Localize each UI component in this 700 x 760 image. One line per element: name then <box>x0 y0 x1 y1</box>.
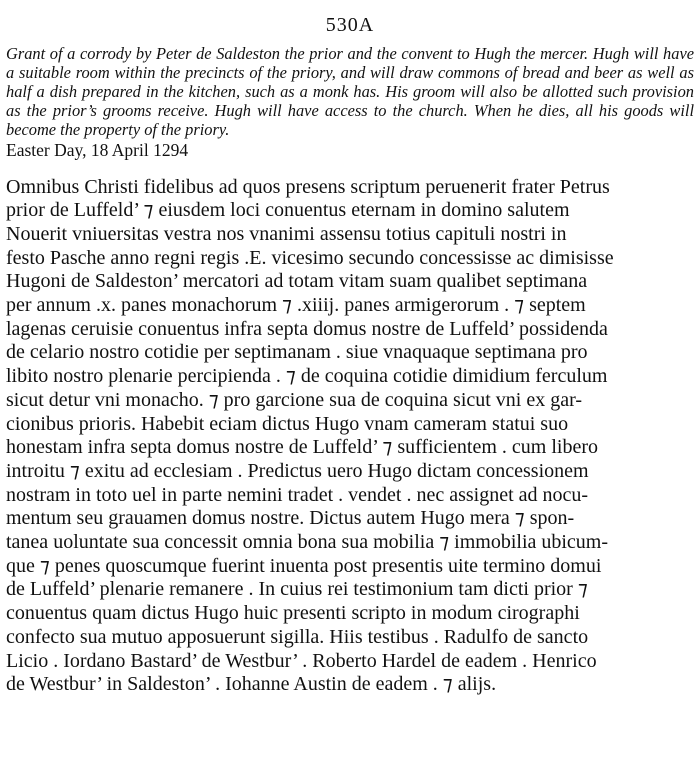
document-number: 530A <box>325 14 375 36</box>
charter-line: de Luffeld’ plenarie remanere . In cuius rei testimonium tam dicti prior ⁊ <box>6 578 588 601</box>
charter-line: lagenas ceruisie conuentus infra septa domus nostre de Luffeld’ possidenda <box>6 317 608 340</box>
charter-line: prior de Luffeld’ ⁊ eiusdem loci conuentus eternam in domino salutem <box>6 199 570 222</box>
charter-line: per annum .x. panes monachorum ⁊ .xiiij. panes armigerorum . ⁊ septem <box>6 294 586 317</box>
charter-line: introitu ⁊ exitu ad ecclesiam . Predictus uero Hugo dictam concessionem <box>6 459 589 482</box>
charter-line: sicut detur vni monacho. ⁊ pro garcione sua de coquina sicut vni ex gar- <box>6 388 583 411</box>
charter-line: Licio . Iordano Bastard’ de Westbur’ . Roberto Hardel de eadem . Henrico <box>6 649 597 672</box>
charter-line: de celario nostro cotidie per septimanam . siue vnaquaque septimana pro <box>6 341 588 364</box>
charter-line: Hugoni de Saldeston’ mercatori ad totam vitam suam qualibet septimana <box>6 270 588 293</box>
charter-line: Omnibus Christi fidelibus ad quos presens scriptum peruenerit frater Petrus <box>6 175 610 198</box>
charter-line: confecto sua mutuo apposuerunt sigilla. Hiis testibus . Radulfo de sancto <box>6 625 589 648</box>
charter-line: tanea uoluntate sua concessit omnia bona sua mobilia ⁊ immobilia ubicum- <box>6 531 609 554</box>
charter-line: festo Pasche anno regni regis .E. vicesimo secundo concessisse ac dimisisse <box>6 246 614 269</box>
charter-line: honestam infra septa domus nostre de Luffeld’ ⁊ sufficientem . cum libero <box>6 436 599 459</box>
document-date: Easter Day, 18 April 1294 <box>6 139 189 160</box>
document-summary: Grant of a corrody by Peter de Saldeston the prior and the convent to Hugh the mercer. Hugh will have a suitable room within the precincts of the priory, and will draw commons of bread and beer as well as half a dish prepared in the kitchen, such as a monk has. His groom will also be allotted such provision as the prior’s grooms receive. Hugh will have access to the church. When he dies, all his goods will become the property of the priory. <box>6 44 694 139</box>
charter-line: conuentus quam dictus Hugo huic presenti scripto in modum cirographi <box>6 602 580 625</box>
charter-line: libito nostro plenarie percipienda . ⁊ de coquina cotidie dimidium ferculum <box>6 365 608 388</box>
charter-text <box>6 176 694 697</box>
charter-line: nostram in toto uel in parte nemini tradet . vendet . nec assignet ad nocu- <box>6 483 589 506</box>
charter-line: que ⁊ penes quoscumque fuerint inuenta post presentis uite termino domui <box>6 554 602 577</box>
charter-line: Nouerit vniuersitas vestra nos vnanimi assensu totius capituli nostri in <box>6 222 567 245</box>
charter-line: de Westbur’ in Saldeston’ . Iohanne Austin de eadem . ⁊ alijs. <box>6 673 497 696</box>
charter-line: cionibus prioris. Habebit eciam dictus Hugo vnam cameram statui suo <box>6 412 569 435</box>
charter-line: mentum seu grauamen domus nostre. Dictus autem Hugo mera ⁊ spon- <box>6 507 575 530</box>
